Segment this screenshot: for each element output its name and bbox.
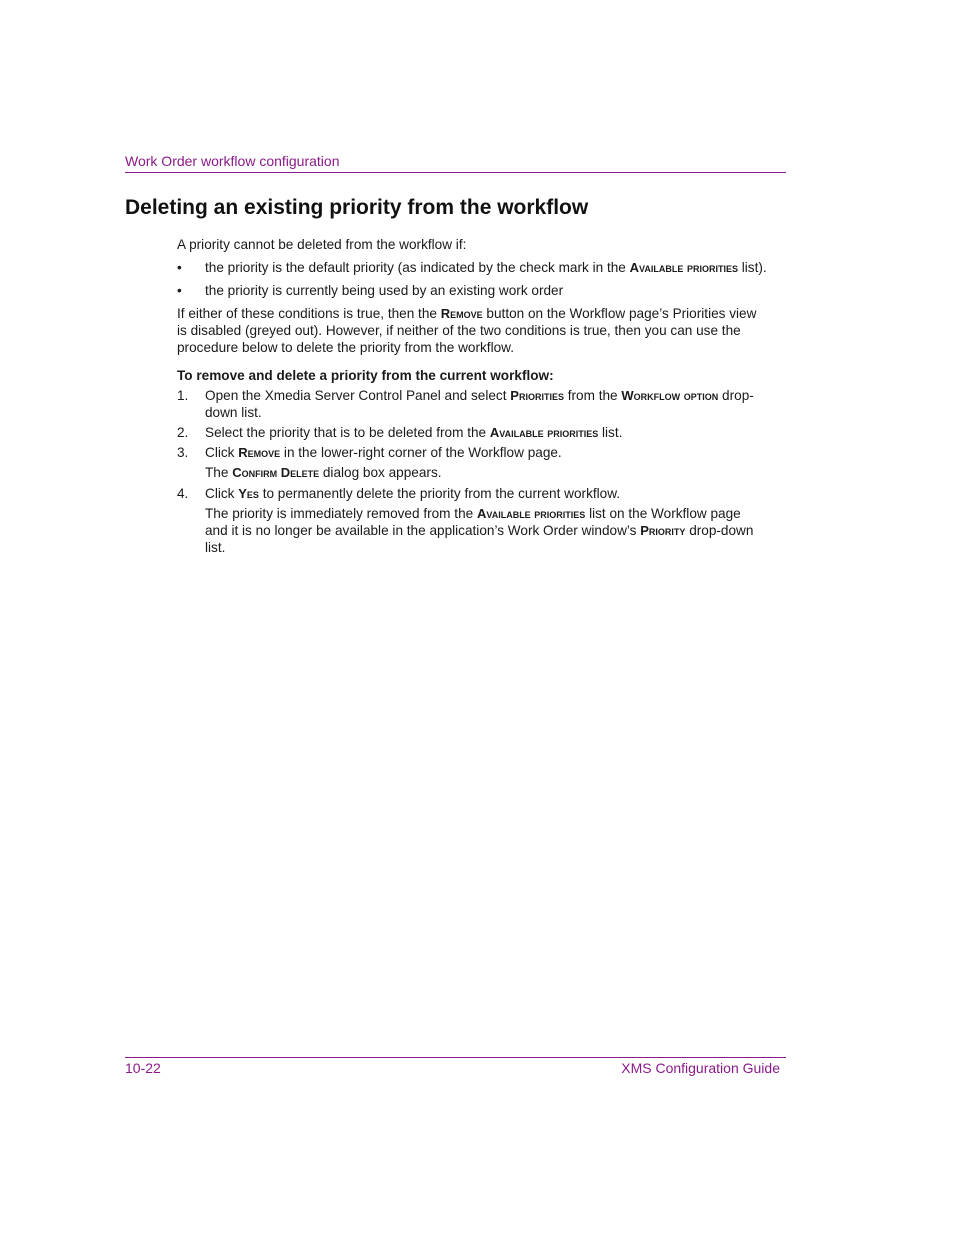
bullet-mark: • — [177, 283, 182, 298]
intro-text: A priority cannot be deleted from the workflow if: — [177, 237, 467, 252]
ui-term: Priority — [640, 523, 686, 538]
step-text: in the lower-right corner of the Workflow page. — [280, 445, 562, 460]
paragraph-text: button on the Workflow page’s Priorities view is disabled (greyed out). However, if neither of the two conditions is true, then you can use the procedure below to delete the priority from the workflow. — [177, 306, 757, 355]
step-text: list. — [598, 425, 623, 440]
step-result-text: dialog box appears. — [319, 465, 442, 480]
procedure-step — [177, 444, 767, 461]
bullet-text: the priority is the default priority (as indicated by the check mark in the — [205, 260, 630, 275]
step-number: 2. — [177, 425, 189, 440]
running-header: Work Order workflow configuration — [125, 153, 340, 169]
page-number: 10-22 — [125, 1060, 161, 1076]
step-text: Select the priority that is to be deleted from the — [205, 425, 490, 440]
header-rule — [125, 172, 786, 173]
ui-term: Remove — [440, 306, 483, 321]
step-result-text: The priority is immediately removed from the — [205, 506, 477, 521]
procedure-step — [177, 387, 767, 421]
bullet-item — [177, 282, 767, 299]
step-text: from the — [563, 388, 622, 403]
ui-term: Workflow option — [621, 388, 719, 403]
step-text: Click — [205, 486, 239, 501]
bullet-text: list). — [737, 260, 767, 275]
bullet-text: the priority is currently being used by an existing work order — [205, 283, 564, 298]
section-title: Deleting an existing priority from the workflow — [125, 196, 589, 219]
step-text: Open the Xmedia Server Control Panel and select — [205, 388, 511, 403]
paragraph — [177, 305, 767, 356]
body-content — [177, 236, 767, 560]
step-result — [177, 505, 767, 556]
step-number: 4. — [177, 486, 189, 501]
bullet-item — [177, 259, 767, 276]
ui-term: Available priorities — [629, 260, 738, 275]
step-number: 1. — [177, 388, 189, 403]
step-result-text: drop-down list. — [205, 523, 754, 555]
procedure-heading: To remove and delete a priority from the current workflow: — [177, 368, 554, 383]
step-result-text: list on the Workflow page and it is no longer be available in the application’s Work Order window’s — [205, 506, 741, 538]
paragraph-text: If either of these conditions is true, then the — [177, 306, 441, 321]
ui-term: Available priorities — [476, 506, 586, 521]
ui-term: Priorities — [510, 388, 564, 403]
procedure-step — [177, 424, 767, 441]
step-text: Click — [205, 445, 239, 460]
bullet-mark: • — [177, 260, 182, 275]
step-text: to permanently delete the priority from the current workflow. — [258, 486, 621, 501]
step-number: 3. — [177, 445, 189, 460]
step-result — [177, 464, 767, 481]
ui-term: Remove — [238, 445, 281, 460]
ui-term: Confirm Delete — [232, 465, 320, 480]
ui-term: Available priorities — [489, 425, 599, 440]
step-result-text: The — [205, 465, 233, 480]
footer-rule — [125, 1057, 786, 1058]
procedure-step — [177, 485, 767, 502]
step-text: drop-down list. — [205, 388, 754, 420]
guide-title: XMS Configuration Guide — [621, 1060, 780, 1076]
ui-term: Yes — [238, 486, 259, 501]
